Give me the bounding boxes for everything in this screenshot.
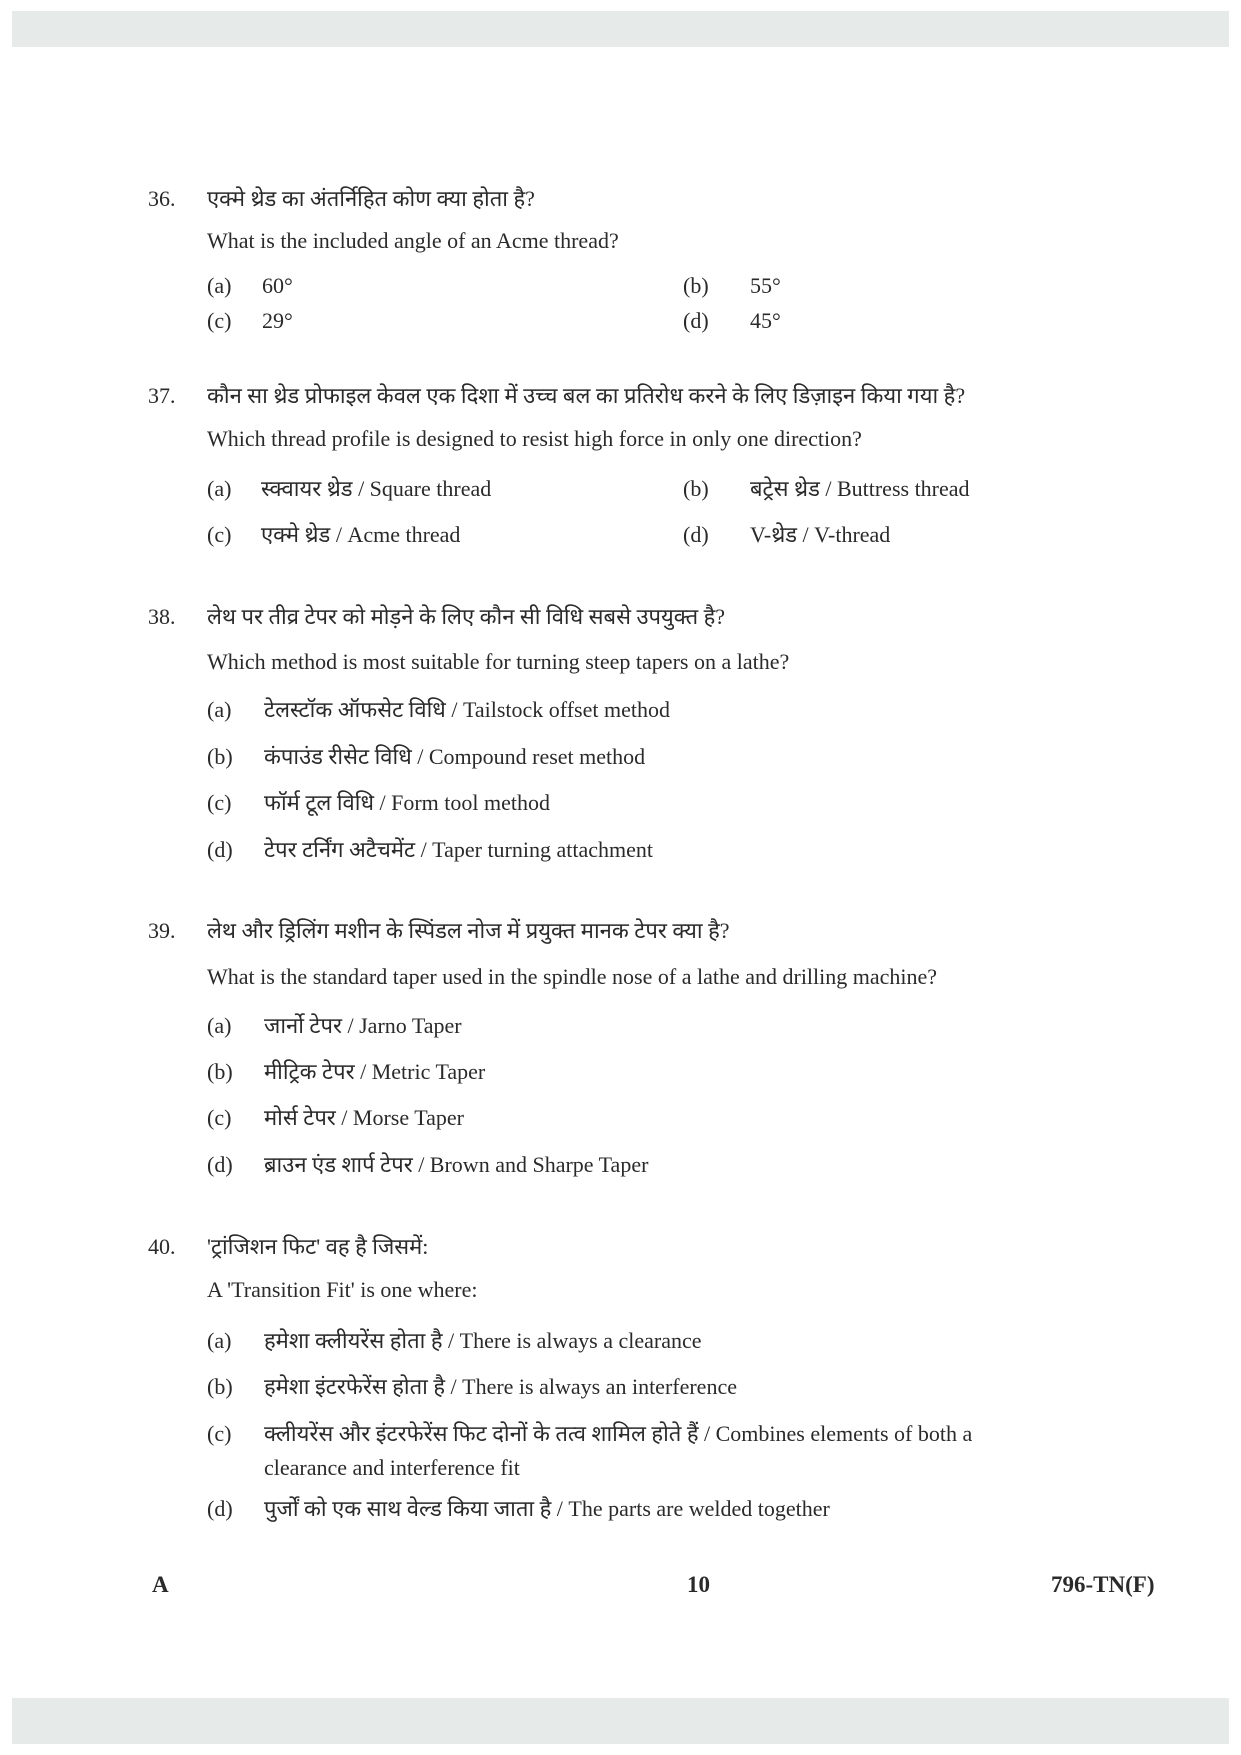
option-text: 45° xyxy=(750,307,781,333)
option-label: (a) xyxy=(207,696,232,722)
option-text: ब्राउन एंड शार्प टेपर / Brown and Sharpe Taper xyxy=(264,1151,649,1177)
question-text-english: Which thread profile is designed to resist high force in only one direction? xyxy=(207,425,862,451)
option-label: (b) xyxy=(683,272,709,298)
option-text: टेलस्टॉक ऑफसेट विधि / Tailstock offset method xyxy=(264,696,670,722)
question-text-english: What is the included angle of an Acme thread? xyxy=(207,227,619,253)
option-label: (b) xyxy=(207,1058,233,1084)
option-label: (a) xyxy=(207,1012,232,1038)
scan-bottom-band xyxy=(12,1698,1229,1744)
scan-top-band xyxy=(12,11,1229,47)
option-label: (b) xyxy=(207,743,233,769)
option-label: (d) xyxy=(683,521,709,547)
paper-code: 796-TN(F) xyxy=(1051,1572,1155,1598)
option-label: (c) xyxy=(207,521,232,547)
option-text: जार्नो टेपर / Jarno Taper xyxy=(264,1012,462,1038)
option-label: (d) xyxy=(683,307,709,333)
option-text: V-थ्रेड / V-thread xyxy=(750,521,891,547)
option-text: स्क्वायर थ्रेड / Square thread xyxy=(261,475,492,501)
question-text-english: A 'Transition Fit' is one where: xyxy=(207,1276,478,1302)
page-number: 10 xyxy=(687,1572,710,1598)
option-label: (d) xyxy=(207,1151,233,1177)
question-text-english: What is the standard taper used in the spindle nose of a lathe and drilling machine? xyxy=(207,963,938,989)
option-text: हमेशा इंटरफेरेंस होता है / There is always an interference xyxy=(264,1373,737,1399)
option-text: मीट्रिक टेपर / Metric Taper xyxy=(264,1058,486,1084)
question-text-hindi: 'ट्रांजिशन फिट' वह है जिसमें: xyxy=(207,1233,429,1259)
option-text: टेपर टर्निंग अटैचमेंट / Taper turning attachment xyxy=(264,836,654,862)
question-number: 37. xyxy=(148,382,176,408)
option-text: पुर्जों को एक साथ वेल्ड किया जाता है / The parts are welded together xyxy=(264,1495,830,1521)
option-label: (c) xyxy=(207,789,232,815)
question-number: 36. xyxy=(148,185,176,211)
option-label: (d) xyxy=(207,1495,233,1521)
question-number: 40. xyxy=(148,1233,176,1259)
option-label: (c) xyxy=(207,1104,232,1130)
option-text: कंपाउंड रीसेट विधि / Compound reset method xyxy=(264,743,646,769)
option-text: क्लीयरेंस और इंटरफेरेंस फिट दोनों के तत्व शामिल होते हैं / Combines elements of both a xyxy=(264,1420,973,1446)
option-label: (a) xyxy=(207,272,232,298)
option-text: 55° xyxy=(750,272,781,298)
option-text: 60° xyxy=(262,272,293,298)
option-text: फॉर्म टूल विधि / Form tool method xyxy=(264,789,550,815)
option-label: (b) xyxy=(207,1373,233,1399)
question-text-hindi: कौन सा थ्रेड प्रोफाइल केवल एक दिशा में उच्च बल का प्रतिरोध करने के लिए डिज़ाइन किया गया है? xyxy=(207,382,966,408)
question-text-hindi: लेथ और ड्रिलिंग मशीन के स्पिंडल नोज में प्रयुक्त मानक टेपर क्या है? xyxy=(207,917,730,943)
option-label: (a) xyxy=(207,1327,232,1353)
option-label: (b) xyxy=(683,475,709,501)
option-text: हमेशा क्लीयरेंस होता है / There is always a clearance xyxy=(264,1327,702,1353)
question-number: 39. xyxy=(148,917,176,943)
question-text-hindi: लेथ पर तीव्र टेपर को मोड़ने के लिए कौन सी विधि सबसे उपयुक्त है? xyxy=(207,603,726,629)
option-text: बट्रेस थ्रेड / Buttress thread xyxy=(750,475,970,501)
option-label: (c) xyxy=(207,1420,232,1446)
question-text-english: Which method is most suitable for turning steep tapers on a lathe? xyxy=(207,648,790,674)
option-text: एक्मे थ्रेड / Acme thread xyxy=(261,521,461,547)
option-label: (d) xyxy=(207,836,233,862)
option-label: (c) xyxy=(207,307,232,333)
question-number: 38. xyxy=(148,603,176,629)
option-text-continued: clearance and interference fit xyxy=(264,1454,520,1480)
option-label: (a) xyxy=(207,475,232,501)
option-text: 29° xyxy=(262,307,293,333)
footer-series: A xyxy=(152,1572,169,1598)
option-text: मोर्स टेपर / Morse Taper xyxy=(264,1104,464,1130)
question-text-hindi: एक्मे थ्रेड का अंतर्निहित कोण क्या होता है? xyxy=(207,185,535,211)
